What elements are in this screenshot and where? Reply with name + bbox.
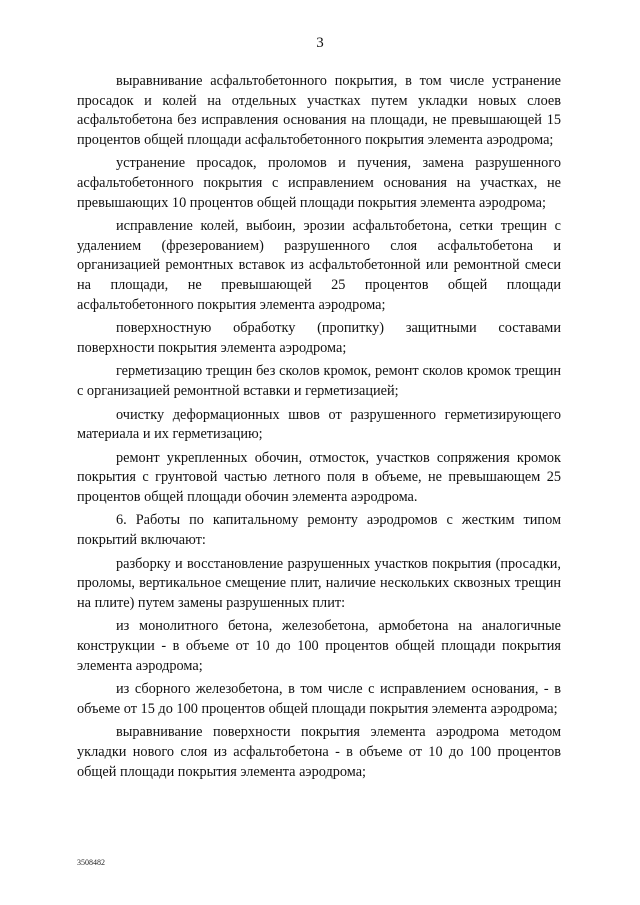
- paragraph: герметизацию трещин без сколов кромок, ремонт сколов кромок трещин с организацией ремонтной вставки и герметизацией;: [77, 363, 561, 399]
- paragraph: разборку и восстановление разрушенных участков покрытия (просадки, проломы, вертикальное смещение плит, наличие нескольких сквозных трещин на плите) путем замены разрушенных плит:: [77, 555, 561, 611]
- document-id: 3508482: [77, 858, 105, 867]
- page-number: 3: [316, 35, 324, 51]
- paragraph: исправление колей, выбоин, эрозии асфальтобетона, сетки трещин с удалением (фрезерованием) разрушенного слоя асфальтобетона и организацией ремонтных вставок из асфальтобетонной или ремонтной смеси на площади, не превышающей 25 процентов общей площади асфальтобетонного покрытия элемента аэродрома;: [77, 218, 561, 313]
- paragraph: из сборного железобетона, в том числе с исправлением основания, - в объеме от 15 до 100 процентов общей площади покрытия элемента аэродрома;: [77, 681, 561, 717]
- paragraph: выравнивание асфальтобетонного покрытия, в том числе устранение просадок и колей на отдельных участках путем укладки новых слоев асфальтобетона без исправления основания на площади, не превышающей 15 процентов общей площади асфальтобетонного покрытия элемента аэродрома;: [77, 73, 561, 148]
- paragraph: выравнивание поверхности покрытия элемента аэродрома методом укладки нового слоя из асфальтобетона - в объеме от 10 до 100 процентов общей площади покрытия элемента аэродрома;: [77, 724, 561, 780]
- document-body: [77, 72, 561, 786]
- paragraph: поверхностную обработку (пропитку) защитными составами поверхности покрытия элемента аэродрома;: [77, 320, 561, 356]
- paragraph: из монолитного бетона, железобетона, армобетона на аналогичные конструкции - в объеме от 10 до 100 процентов общей площади покрытия элемента аэродрома;: [77, 618, 561, 674]
- section-heading-paragraph: 6. Работы по капитальному ремонту аэродромов с жестким типом покрытий включают:: [77, 512, 561, 549]
- paragraph: очистку деформационных швов от разрушенного герметизирующего материала и их герметизацию;: [77, 406, 561, 443]
- paragraph: ремонт укрепленных обочин, отмосток, участков сопряжения кромок покрытия с грунтовой частью летного поля в объеме, не превышающем 25 процентов общей площади обочин элемента аэродрома.: [77, 449, 561, 505]
- paragraph: устранение просадок, проломов и пучения, замена разрушенного асфальтобетонного покрытия с исправлением основания на участках, не превышающих 10 процентов общей площади покрытия элемента аэродрома;: [77, 155, 561, 211]
